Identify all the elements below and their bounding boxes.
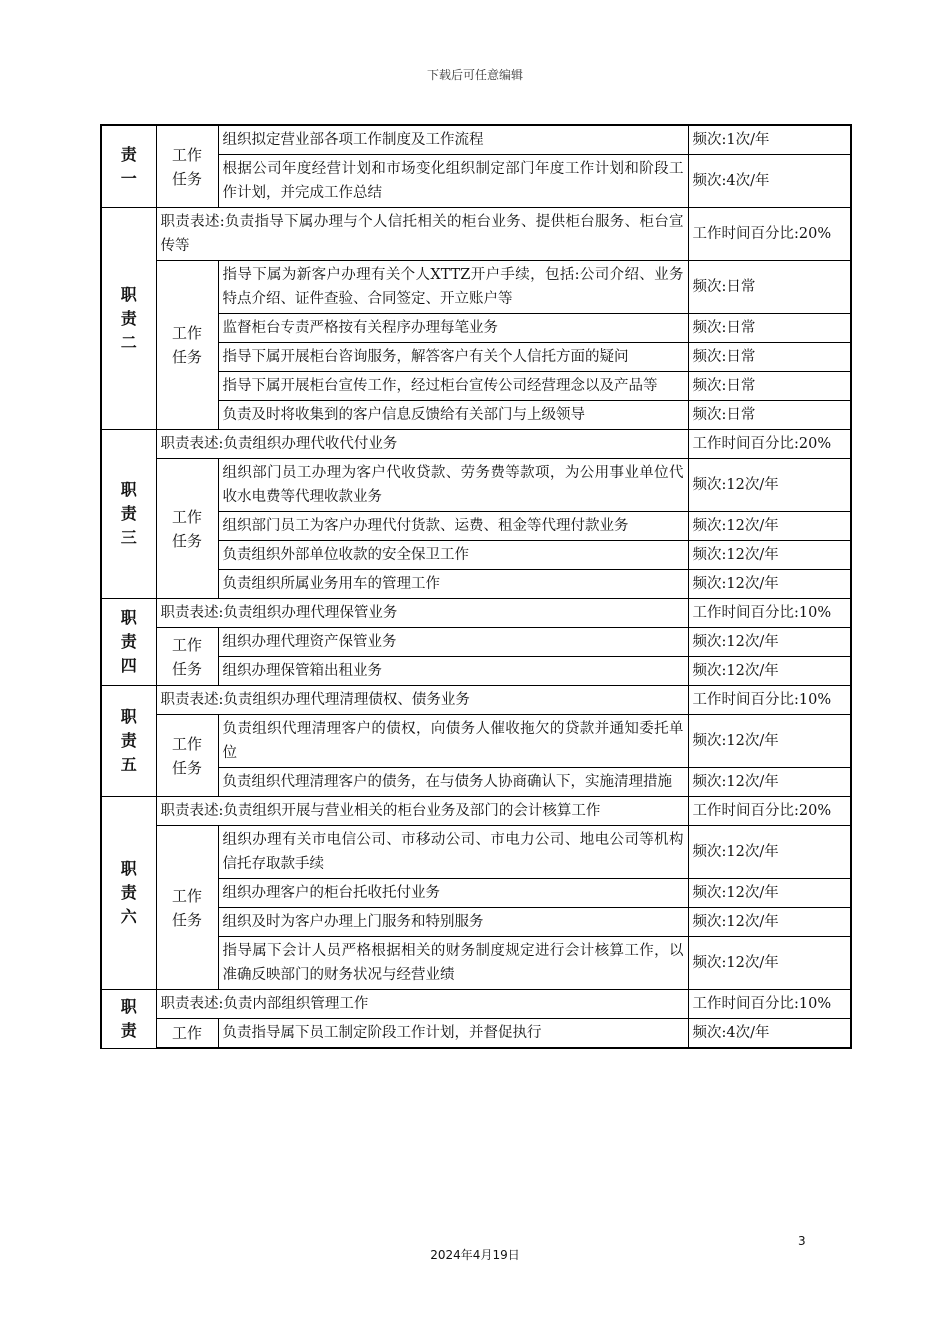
task-frequency: 频次:12次/年 (688, 512, 851, 541)
statement-row (101, 599, 851, 628)
task-frequency: 频次:12次/年 (688, 657, 851, 686)
work-task-label: 工作 任务 (156, 125, 218, 208)
duty-statement: 职责表述:负责内部组织管理工作 (156, 990, 688, 1019)
task-row (101, 826, 851, 879)
task-frequency: 频次:日常 (688, 314, 851, 343)
task-text: 组织拟定营业部各项工作制度及工作流程 (218, 125, 688, 155)
statement-row (101, 797, 851, 826)
time-percent: 工作时间百分比:10% (688, 599, 851, 628)
section-label: 职 责 (101, 990, 156, 1049)
task-text: 组织部门员工为客户办理代付货款、运费、租金等代理付款业务 (218, 512, 688, 541)
time-percent: 工作时间百分比:20% (688, 430, 851, 459)
time-percent: 工作时间百分比:20% (688, 208, 851, 261)
time-percent: 工作时间百分比:10% (688, 990, 851, 1019)
task-text: 组织办理有关市电信公司、市移动公司、市电力公司、地电公司等机构信托存取款手续 (218, 826, 688, 879)
task-text: 组织办理保管箱出租业务 (218, 657, 688, 686)
section-label: 职 责 六 (101, 797, 156, 990)
work-task-label: 工作 任务 (156, 628, 218, 686)
task-text: 负责及时将收集到的客户信息反馈给有关部门与上级领导 (218, 401, 688, 430)
task-text: 组织办理代理资产保管业务 (218, 628, 688, 657)
task-text: 指导下属开展柜台宣传工作，经过柜台宣传公司经营理念以及产品等 (218, 372, 688, 401)
duty-statement: 职责表述:负责组织办理代理保管业务 (156, 599, 688, 628)
statement-row (101, 686, 851, 715)
footer-date: 2024年4月19日 (430, 1248, 520, 1262)
work-task-label: 工作 任务 (156, 459, 218, 599)
section-label: 责 一 (101, 125, 156, 208)
task-frequency: 频次:日常 (688, 401, 851, 430)
duty-table (100, 124, 852, 1049)
task-row (101, 628, 851, 657)
task-frequency: 频次:12次/年 (688, 908, 851, 937)
section-label: 职 责 三 (101, 430, 156, 599)
work-task-label: 工作 任务 (156, 826, 218, 990)
task-text: 负责组织所属业务用车的管理工作 (218, 570, 688, 599)
task-frequency: 频次:12次/年 (688, 879, 851, 908)
task-frequency: 频次:日常 (688, 343, 851, 372)
task-text: 指导下属为新客户办理有关个人XTTZ开户手续，包括:公司介绍、业务特点介绍、证件查验、合同签定、开立账户等 (218, 261, 688, 314)
task-frequency: 频次:12次/年 (688, 541, 851, 570)
task-text: 负责指导属下员工制定阶段工作计划，并督促执行 (218, 1019, 688, 1049)
page-number: 3 (798, 1234, 806, 1248)
task-frequency: 频次:12次/年 (688, 459, 851, 512)
task-frequency: 频次:1次/年 (688, 125, 851, 155)
work-task-label: 工作 (156, 1019, 218, 1049)
task-text: 根据公司年度经营计划和市场变化组织制定部门年度工作计划和阶段工作计划，并完成工作总结 (218, 155, 688, 208)
work-task-label: 工作 任务 (156, 261, 218, 430)
page-header: 下载后可任意编辑 (426, 68, 523, 82)
duty-statement: 职责表述:负责组织办理代理清理债权、债务业务 (156, 686, 688, 715)
task-frequency: 频次:12次/年 (688, 937, 851, 990)
task-row (101, 125, 851, 155)
task-text: 负责组织外部单位收款的安全保卫工作 (218, 541, 688, 570)
task-row (101, 261, 851, 314)
task-frequency: 频次:4次/年 (688, 1019, 851, 1049)
statement-row (101, 430, 851, 459)
task-frequency: 频次:12次/年 (688, 715, 851, 768)
task-row (101, 715, 851, 768)
task-row (101, 1019, 851, 1049)
work-task-label: 工作 任务 (156, 715, 218, 797)
time-percent: 工作时间百分比:10% (688, 686, 851, 715)
task-frequency: 频次:12次/年 (688, 570, 851, 599)
section-label: 职 责 五 (101, 686, 156, 797)
task-frequency: 频次:12次/年 (688, 628, 851, 657)
task-frequency: 频次:12次/年 (688, 768, 851, 797)
task-frequency: 频次:日常 (688, 372, 851, 401)
duty-statement: 职责表述:负责组织开展与营业相关的柜台业务及部门的会计核算工作 (156, 797, 688, 826)
task-text: 组织办理客户的柜台托收托付业务 (218, 879, 688, 908)
task-text: 指导下属开展柜台咨询服务，解答客户有关个人信托方面的疑问 (218, 343, 688, 372)
duty-statement: 职责表述:负责指导下属办理与个人信托相关的柜台业务、提供柜台服务、柜台宣传等 (156, 208, 688, 261)
task-row (101, 459, 851, 512)
section-label: 职 责 二 (101, 208, 156, 430)
section-label: 职 责 四 (101, 599, 156, 686)
statement-row (101, 990, 851, 1019)
task-text: 组织部门员工办理为客户代收贷款、劳务费等款项，为公用事业单位代收水电费等代理收款业务 (218, 459, 688, 512)
task-text: 负责组织代理清理客户的债权，向债务人催收拖欠的贷款并通知委托单位 (218, 715, 688, 768)
statement-row (101, 208, 851, 261)
time-percent: 工作时间百分比:20% (688, 797, 851, 826)
task-text: 负责组织代理清理客户的债务，在与债务人协商确认下，实施清理措施 (218, 768, 688, 797)
task-text: 指导属下会计人员严格根据相关的财务制度规定进行会计核算工作，以准确反映部门的财务状况与经营业绩 (218, 937, 688, 990)
task-frequency: 频次:日常 (688, 261, 851, 314)
task-frequency: 频次:12次/年 (688, 826, 851, 879)
task-text: 监督柜台专责严格按有关程序办理每笔业务 (218, 314, 688, 343)
task-text: 组织及时为客户办理上门服务和特别服务 (218, 908, 688, 937)
task-frequency: 频次:4次/年 (688, 155, 851, 208)
duty-statement: 职责表述:负责组织办理代收代付业务 (156, 430, 688, 459)
